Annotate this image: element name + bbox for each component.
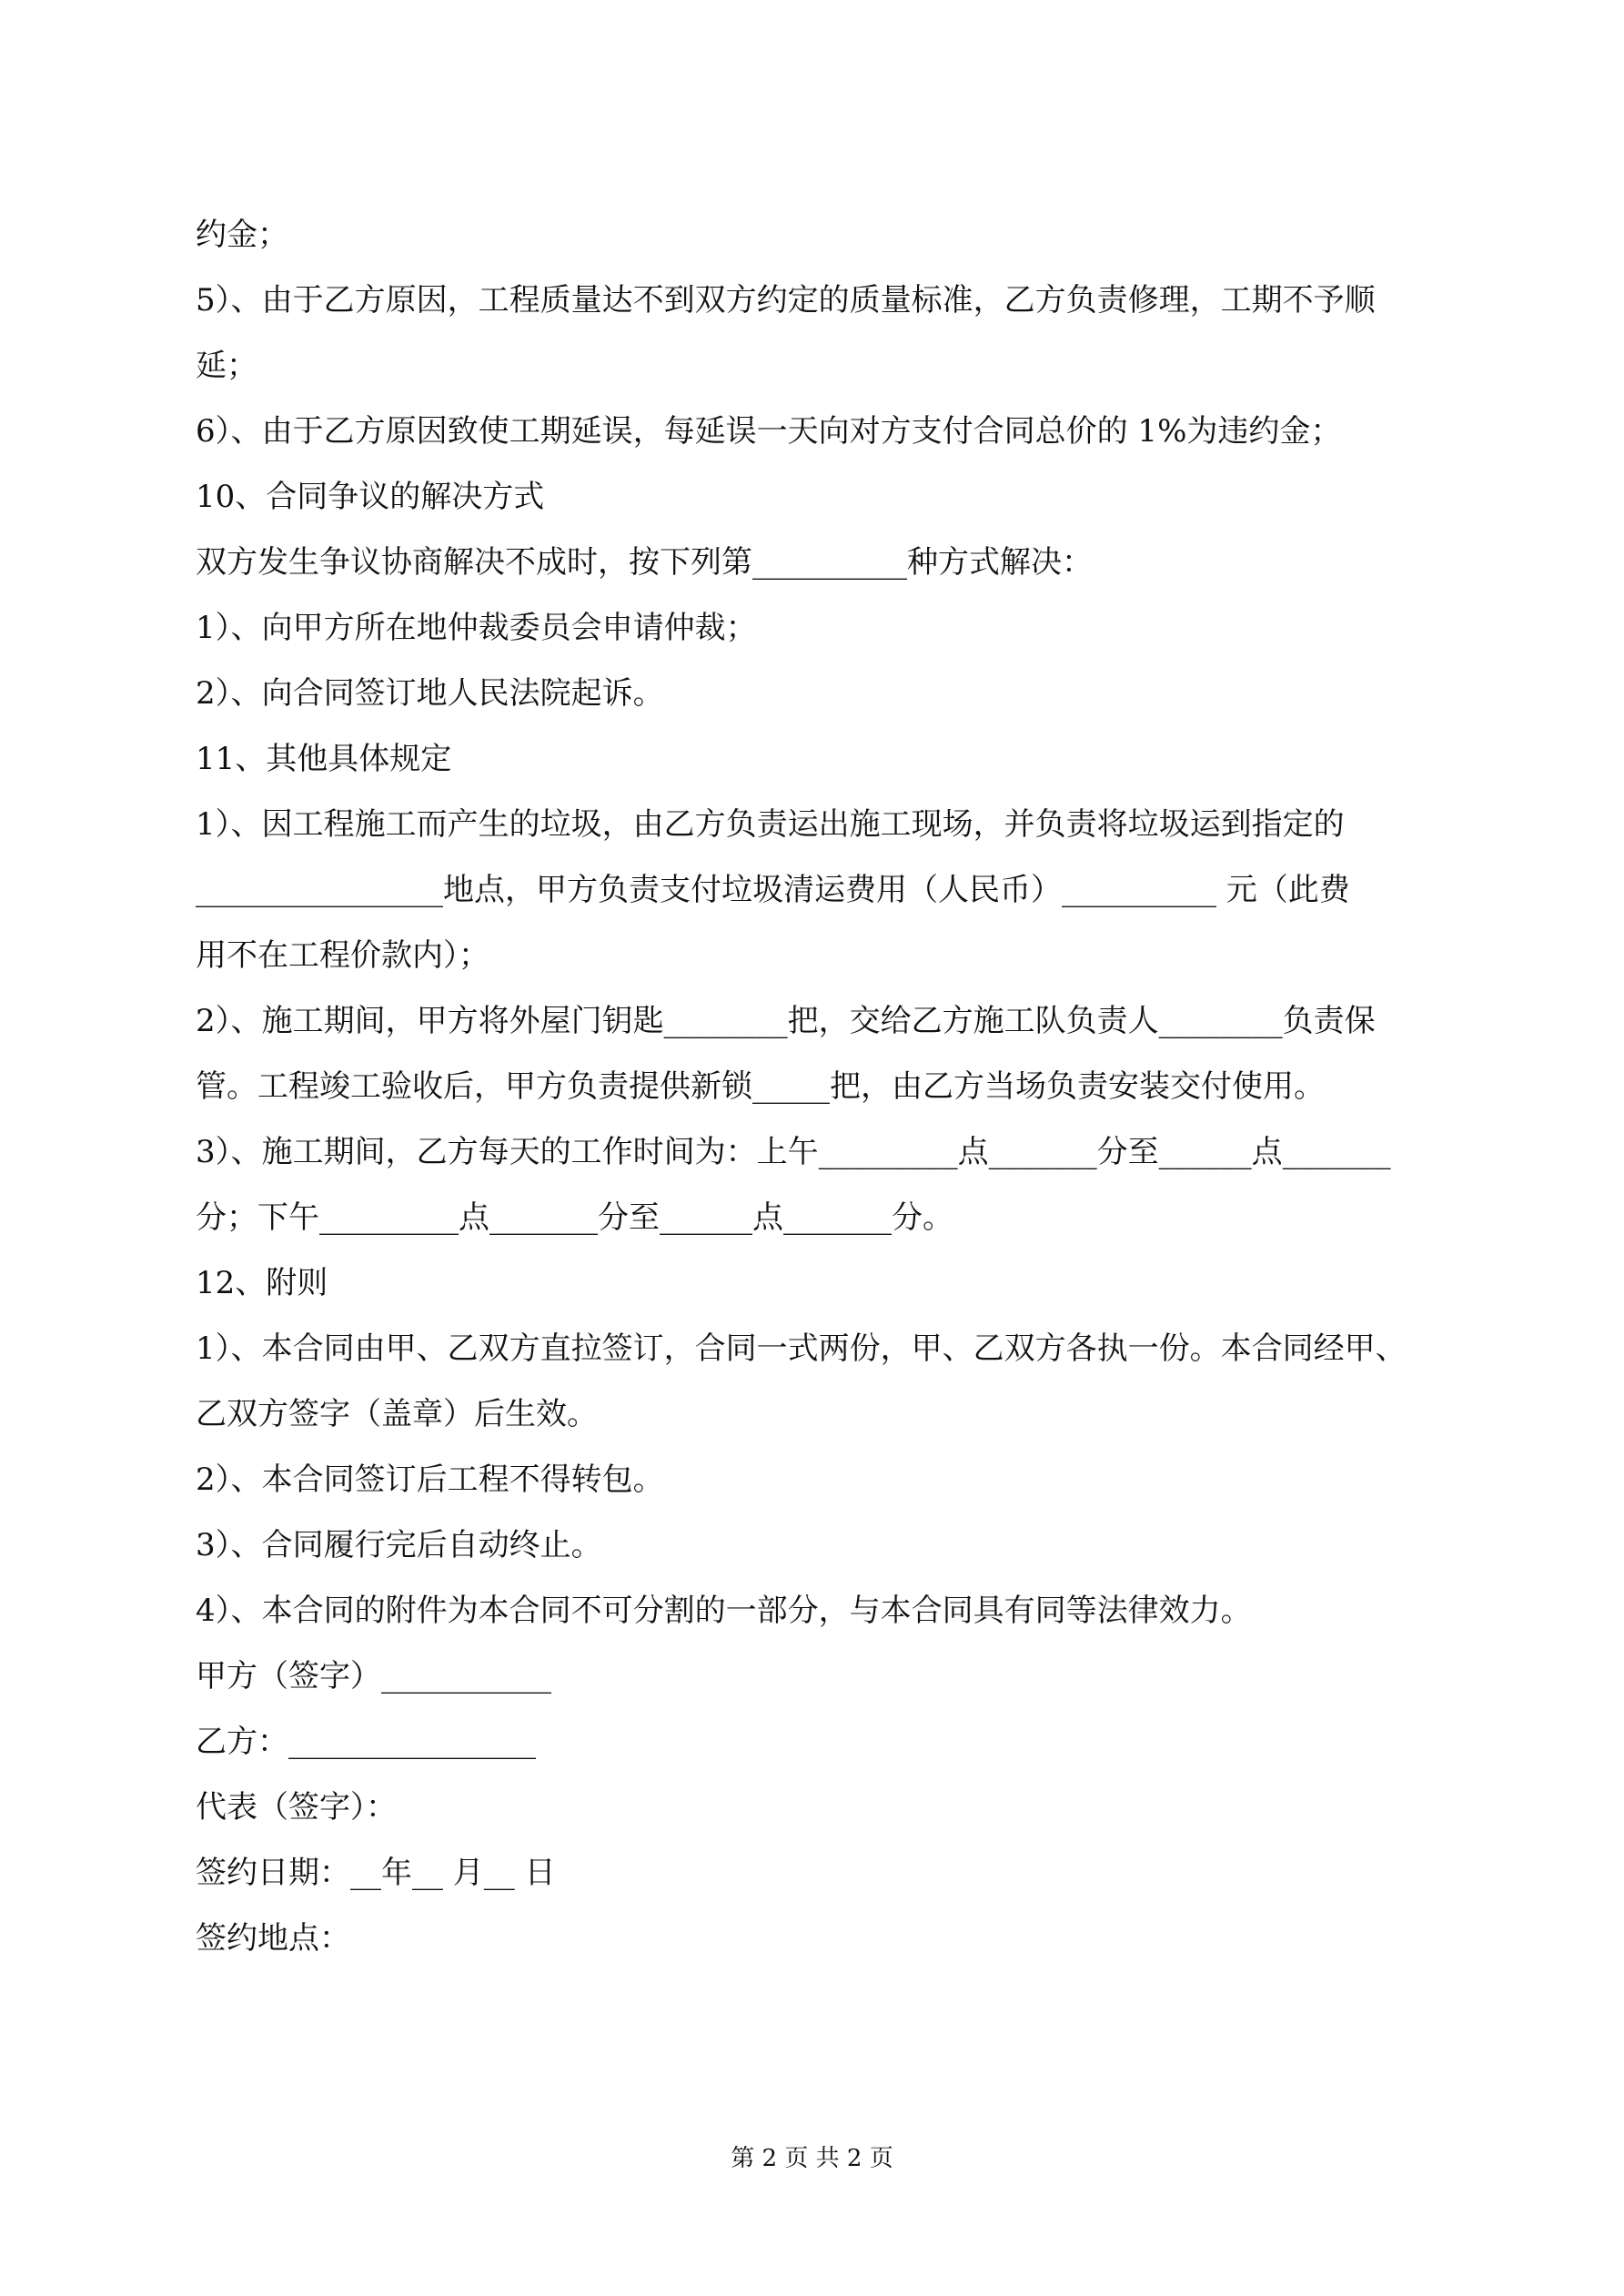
contract-body xyxy=(196,202,1442,1971)
text-line: 管。工程竣工验收后，甲方负责提供新锁_____把，由乙方当场负责安装交付使用。 xyxy=(196,1068,1325,1105)
text-line: 3）、合同履行完后自动终止。 xyxy=(196,1527,602,1563)
text-line: 约金； xyxy=(196,217,288,253)
text-line: 1）、本合同由甲、乙双方直拉签订，合同一式两份，甲、乙双方各执一份。本合同经甲、 xyxy=(196,1330,1407,1367)
text-line: 4）、本合同的附件为本合同不可分割的一部分，与本合同具有同等法律效力。 xyxy=(196,1593,1252,1629)
text-line: 1）、因工程施工而产生的垃圾，由乙方负责运出施工现场，并负责将垃圾运到指定的 xyxy=(196,806,1345,843)
text-line: 2）、向合同签订地人民法院起诉。 xyxy=(196,675,664,712)
text-line: 双方发生争议协商解决不成时，按下列第__________种方式解决： xyxy=(196,544,1093,581)
signing-date-line: 签约日期：__年__ 月__ 日 xyxy=(196,1855,556,1891)
section-heading: 11、其他具体规定 xyxy=(196,741,452,777)
representative-line: 代表（签字）： xyxy=(196,1789,397,1826)
signature-line-party-a: 甲方（签字）___________ xyxy=(196,1658,551,1694)
text-line: 5）、由于乙方原因，工程质量达不到双方约定的质量标准，乙方负责修理，工期不予顺 xyxy=(196,282,1376,319)
text-line: 用不在工程价款内）； xyxy=(196,937,489,974)
text-line: 分；下午_________点_______分至______点_______分。 xyxy=(196,1199,953,1236)
text-line: 3）、施工期间，乙方每天的工作时间为：上午_________点_______分至______点_______ xyxy=(196,1134,1391,1170)
text-line: 延； xyxy=(196,348,257,384)
text-line: 1）、向甲方所在地仲裁委员会申请仲裁； xyxy=(196,610,757,646)
page-footer: 第 2 页 共 2 页 xyxy=(731,2145,893,2172)
text-line: 2）、施工期间，甲方将外屋门钥匙________把，交给乙方施工队负责人________负责保 xyxy=(196,1003,1376,1039)
text-line: ________________地点，甲方负责支付垃圾清运费用（人民币）__________ 元（此费 xyxy=(196,872,1350,908)
text-line: 乙双方签字（盖章）后生效。 xyxy=(196,1396,598,1432)
signature-line-party-b: 乙方：________________ xyxy=(196,1724,536,1760)
signing-place-line: 签约地点： xyxy=(196,1920,350,1957)
section-heading: 10、合同争议的解决方式 xyxy=(196,479,545,515)
text-line: 2）、本合同签订后工程不得转包。 xyxy=(196,1462,664,1498)
text-line: 6）、由于乙方原因致使工期延误，每延误一天向对方支付合同总价的 1%为违约金； xyxy=(196,413,1342,450)
section-heading: 12、附则 xyxy=(196,1265,328,1301)
